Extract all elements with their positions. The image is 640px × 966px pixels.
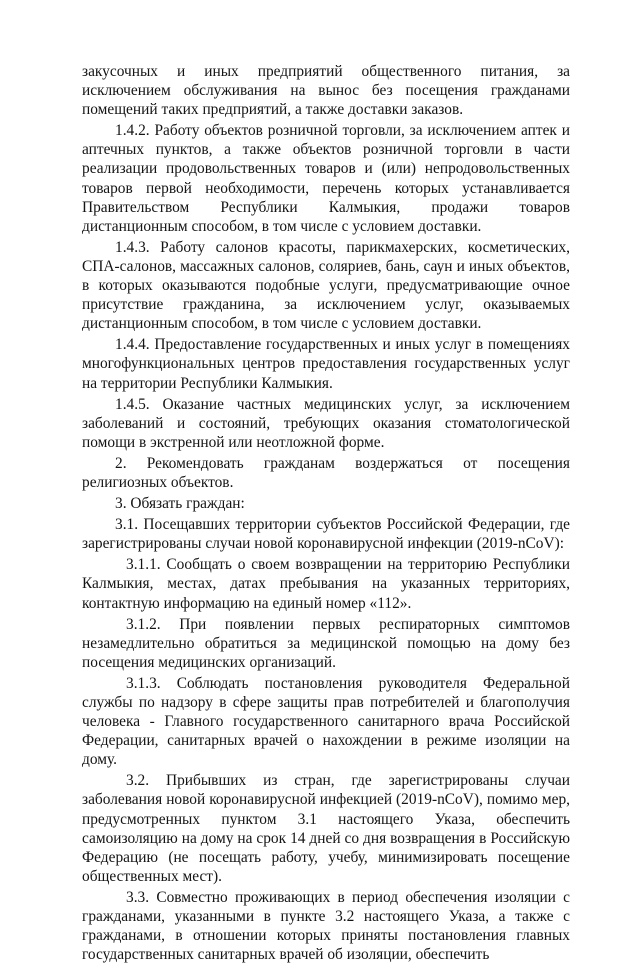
paragraph-continuation: закусочных и иных предприятий общественного питания, за исключением обслуживания на вынос без посещения гражданами помещений таких предприятий, а также доставки заказов. xyxy=(82,63,570,119)
paragraph-3-1-2: 3.1.2. При появлении первых респираторных симптомов незамедлительно обратиться за медицинской помощью на дому без посещения медицинских организаций. xyxy=(82,615,570,671)
paragraph-3-1-1: 3.1.1. Сообщать о своем возвращении на территорию Республики Калмыкия, местах, датах пребывания на указанных территориях, контактную информацию на единый номер «112». xyxy=(82,556,570,612)
paragraph-3: 3. Обязать граждан: xyxy=(115,495,245,513)
document-body xyxy=(82,62,570,966)
paragraph-3-1-3: 3.1.3. Соблюдать постановления руководителя Федеральной службы по надзору в сфере защиты прав потребителей и благополучия человека - Главного государственного санитарного врача Российской Федерации, санитарных врачей о нахождении в режиме изоляции на дому. xyxy=(82,674,570,769)
paragraph-3-3: 3.3. Совместно проживающих в период обеспечения изоляции с гражданами, указанными в пункте 3.2 настоящего Указа, а также с гражданами, в отношении которых приняты постановления главных государственных санитарных врачей об изоляции, обеспечить xyxy=(82,888,570,964)
paragraph-1-4-3: 1.4.3. Работу салонов красоты, парикмахерских, косметических, СПА-салонов, массажных салонов, соляриев, бань, саун и иных объектов, в которых оказываются подобные услуги, предусматривающие очное присутствие гражданина, за исключением услуг, оказываемых дистанционным способом, в том числе с условием доставки. xyxy=(82,238,570,333)
paragraph-3-2: 3.2. Прибывших из стран, где зарегистрированы случаи заболевания новой коронавирусной инфекцией (2019-nCoV), помимо мер, предусмотренных пунктом 3.1 настоящего Указа, обеспечить самоизоляцию на дому на срок 14 дней со дня возвращения в Российскую Федерацию (не посещать работу, учебу, минимизировать посещение общественных мест). xyxy=(82,772,570,885)
paragraph-1-4-4: 1.4.4. Предоставление государственных и иных услуг в помещениях многофункциональных центров предоставления государственных услуг на территории Республики Калмыкия. xyxy=(82,336,570,392)
paragraph-1-4-2: 1.4.2. Работу объектов розничной торговли, за исключением аптек и аптечных пунктов, а также объектов розничной торговли в части реализации продовольственных товаров и (или) непродовольственных товаров первой необходимости, перечень которых устанавливается Правительством Республики Калмыкия, продажи товаров дистанционным способом, в том числе с условием доставки. xyxy=(82,122,570,235)
paragraph-1-4-5: 1.4.5. Оказание частных медицинских услуг, за исключением заболеваний и состояний, требующих оказания стоматологической помощи в экстренной или неотложной форме. xyxy=(82,395,570,451)
paragraph-3-1: 3.1. Посещавших территории субъектов Российской Федерации, где зарегистрированы случаи новой коронавирусной инфекции (2019-nCoV): xyxy=(82,516,570,553)
paragraph-2: 2. Рекомендовать гражданам воздержаться от посещения религиозных объектов. xyxy=(82,454,570,491)
